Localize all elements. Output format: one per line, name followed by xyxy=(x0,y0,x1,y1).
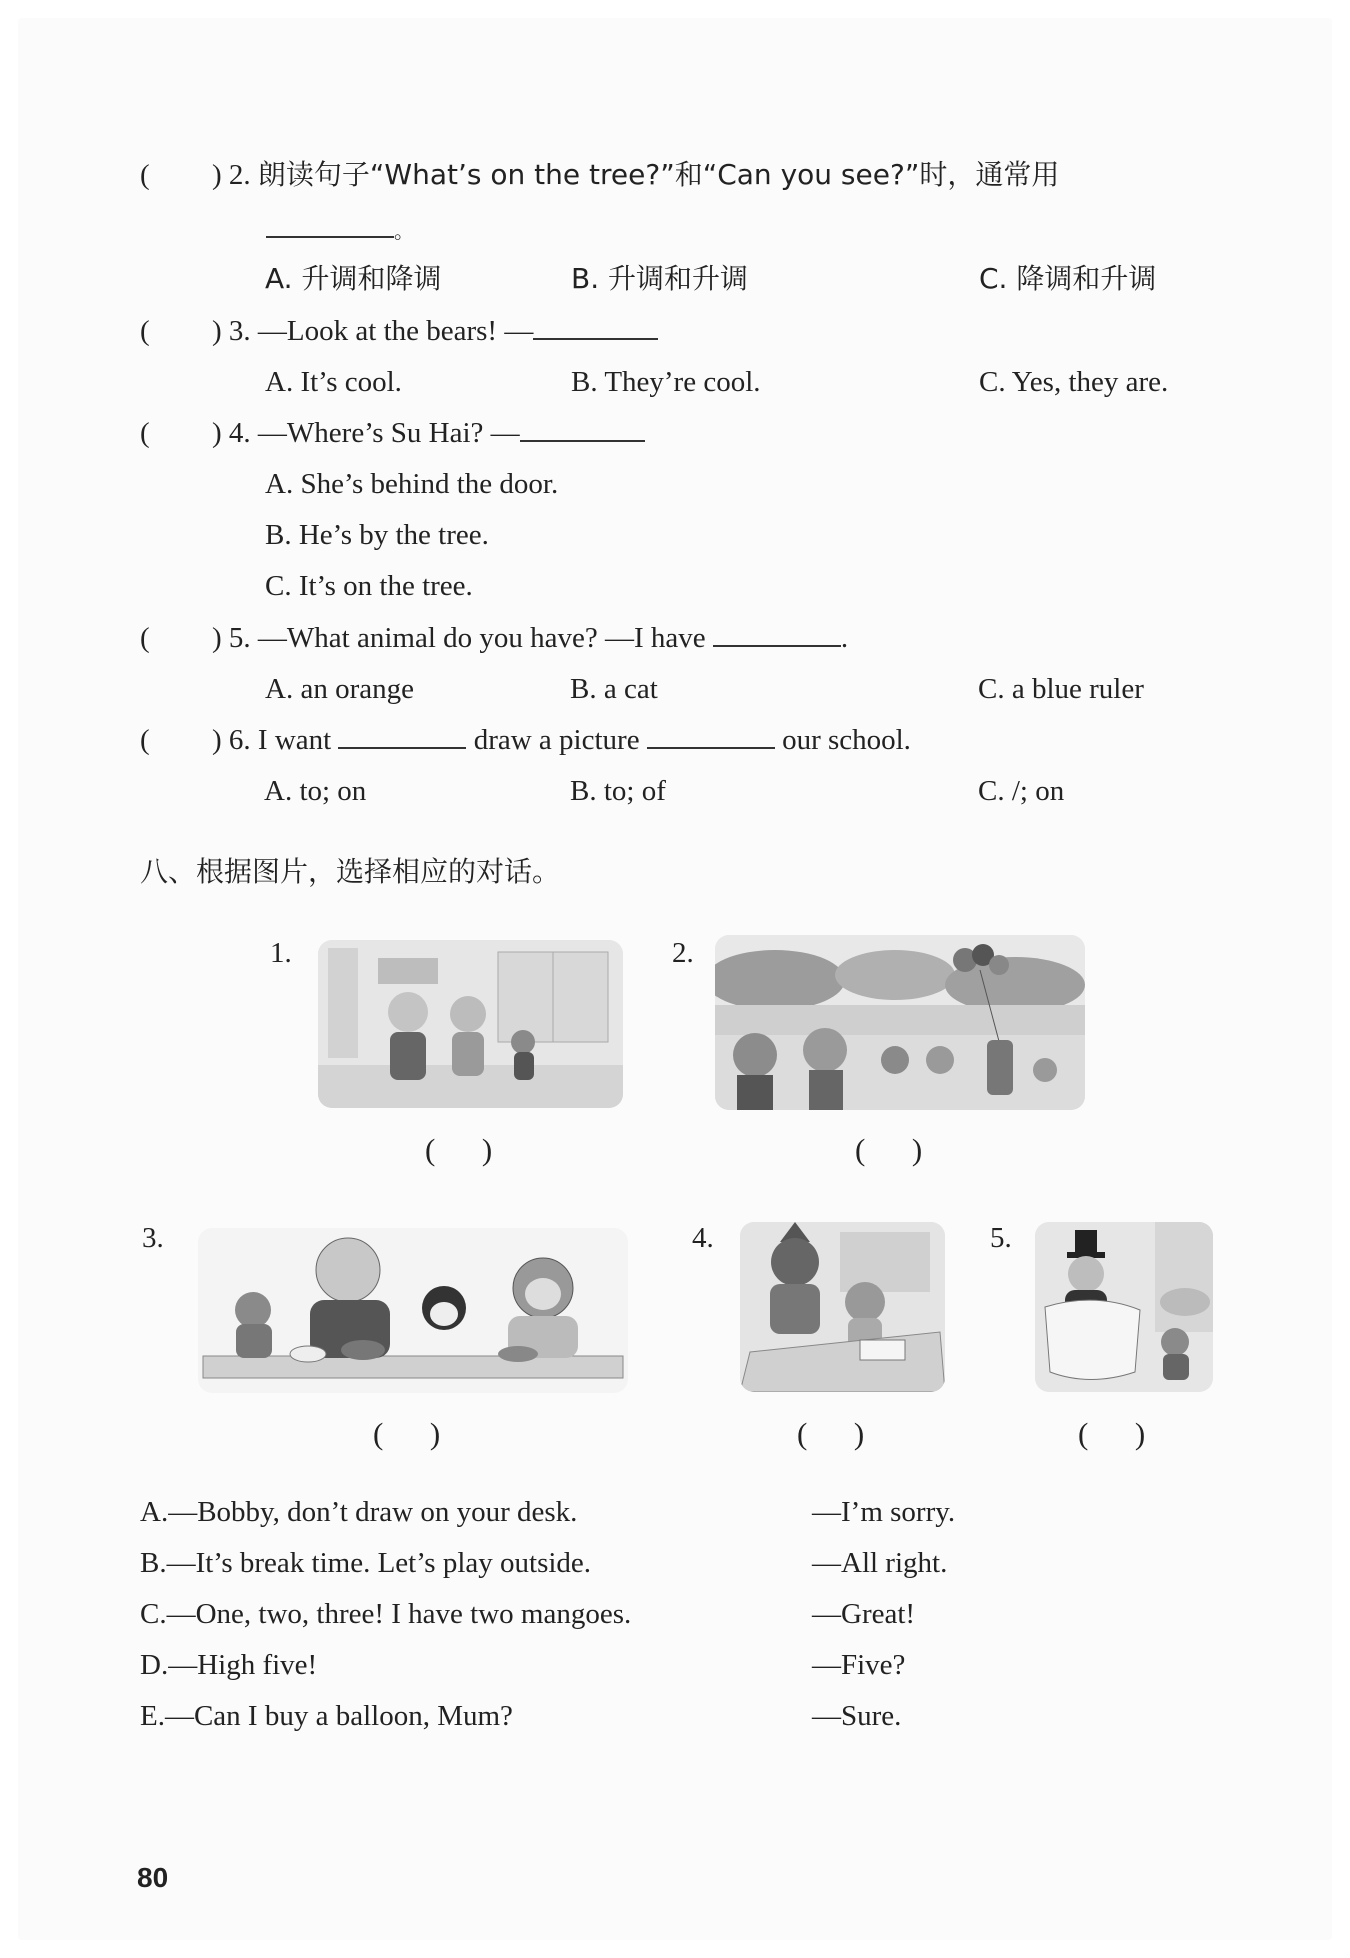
dialogue-letter: D. xyxy=(140,1649,169,1681)
option-b: B. He’s by the tree. xyxy=(265,519,489,551)
answer-parens[interactable]: ( ) xyxy=(425,1132,493,1167)
blank[interactable] xyxy=(533,314,658,340)
answer-blank-line xyxy=(266,212,414,249)
picture-label: 1. xyxy=(270,937,292,969)
blank[interactable] xyxy=(266,212,394,238)
answer-paren-open: ( xyxy=(140,417,150,449)
dialogue-e-reply: —Sure. xyxy=(812,1700,902,1732)
period: 。 xyxy=(394,221,414,243)
dialogue-b-reply: —All right. xyxy=(812,1547,948,1579)
question-3 xyxy=(212,314,658,348)
dialogue-a-reply: —I’m sorry. xyxy=(812,1496,956,1528)
question-number: ) 5. xyxy=(212,622,251,654)
question-number: ) 4. xyxy=(212,417,251,449)
option-a: A. an orange xyxy=(265,673,414,705)
question-stem: —What animal do you have? —I have xyxy=(257,622,706,654)
option-c: C. 降调和升调 xyxy=(979,262,1157,295)
dialogue-question: —High five! xyxy=(168,1649,318,1681)
period: . xyxy=(840,622,849,654)
answer-parens[interactable]: ( ) xyxy=(373,1416,441,1451)
answer-parens[interactable]: ( ) xyxy=(855,1132,923,1167)
option-a: A. It’s cool. xyxy=(265,366,402,398)
question-stem: 朗读句子“What’s on the tree?”和“Can you see?”时，通常用 xyxy=(257,158,1060,191)
picture-classroom-desk-drawing xyxy=(740,1222,945,1392)
option-a: A. to; on xyxy=(264,775,367,807)
option-a: A. She’s behind the door. xyxy=(265,468,559,500)
dialogue-letter: A. xyxy=(140,1496,169,1528)
dialogue-d-reply: —Five? xyxy=(812,1649,906,1681)
question-6 xyxy=(212,723,911,757)
question-4 xyxy=(212,416,645,450)
option-a: A. 升调和降调 xyxy=(265,262,442,295)
question-stem: —Where’s Su Hai? — xyxy=(257,417,520,449)
dialogue-a xyxy=(140,1495,577,1529)
answer-paren-open: ( xyxy=(140,724,150,756)
dialogue-question: —One, two, three! I have two mangoes. xyxy=(166,1598,632,1630)
dialogue-letter: B. xyxy=(140,1547,167,1579)
question-stem: —Look at the bears! — xyxy=(257,315,534,347)
question-2 xyxy=(212,158,1059,192)
dialogue-d xyxy=(140,1648,317,1682)
dialogue-question: —It’s break time. Let’s play outside. xyxy=(166,1547,592,1579)
section-title: 八、根据图片，选择相应的对话。 xyxy=(140,855,561,888)
dialogue-e xyxy=(140,1699,513,1733)
option-c: C. /; on xyxy=(978,775,1065,807)
dialogue-question: —Can I buy a balloon, Mum? xyxy=(164,1700,513,1732)
answer-paren-open: ( xyxy=(140,622,150,654)
question-number: ) 3. xyxy=(212,315,251,347)
blank[interactable] xyxy=(338,723,466,749)
page-number: 80 xyxy=(137,1862,169,1893)
option-b: B. to; of xyxy=(570,775,666,807)
picture-label: 3. xyxy=(142,1222,164,1254)
option-c: C. It’s on the tree. xyxy=(265,570,473,602)
answer-paren-open: ( xyxy=(140,315,150,347)
dialogue-letter: E. xyxy=(140,1700,165,1732)
answer-parens[interactable]: ( ) xyxy=(797,1416,865,1451)
answer-parens[interactable]: ( ) xyxy=(1078,1416,1146,1451)
picture-label: 5. xyxy=(990,1222,1012,1254)
dialogue-question: —Bobby, don’t draw on your desk. xyxy=(168,1496,578,1528)
picture-label: 4. xyxy=(692,1222,714,1254)
question-stem: our school. xyxy=(782,724,911,756)
question-stem: draw a picture xyxy=(473,724,640,756)
option-b: B. 升调和升调 xyxy=(571,262,749,295)
blank[interactable] xyxy=(713,621,841,647)
dialogue-b xyxy=(140,1546,591,1580)
option-b: B. a cat xyxy=(570,673,658,705)
dialogue-c xyxy=(140,1597,631,1631)
question-number: ) 2. xyxy=(212,159,251,191)
question-5 xyxy=(212,621,848,655)
blank[interactable] xyxy=(520,416,645,442)
option-c: C. Yes, they are. xyxy=(979,366,1169,398)
option-b: B. They’re cool. xyxy=(571,366,761,398)
question-stem: I want xyxy=(257,724,332,756)
answer-paren-open: ( xyxy=(140,159,150,191)
picture-classroom-doorway xyxy=(318,940,623,1108)
picture-label: 2. xyxy=(672,937,694,969)
question-number: ) 6. xyxy=(212,724,251,756)
picture-park-balloons xyxy=(715,935,1085,1110)
option-c: C. a blue ruler xyxy=(978,673,1144,705)
picture-table-snacks xyxy=(198,1228,628,1393)
dialogue-letter: C. xyxy=(140,1598,167,1630)
dialogue-c-reply: —Great! xyxy=(812,1598,916,1630)
picture-magician-cat xyxy=(1035,1222,1213,1392)
blank[interactable] xyxy=(647,723,775,749)
